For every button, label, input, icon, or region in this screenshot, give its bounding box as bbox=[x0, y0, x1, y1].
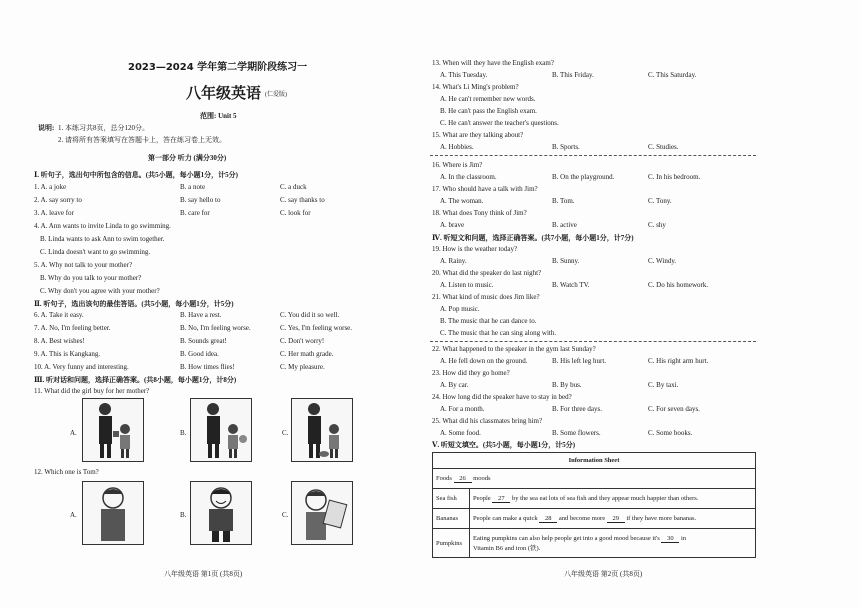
page-1-footer: 八年级英语 第1页 (共8页) bbox=[164, 570, 243, 578]
q17-b: B. Tom. bbox=[552, 197, 575, 205]
q15-b: B. Sports. bbox=[552, 143, 580, 151]
q7-b: B. No, I'm feeling worse. bbox=[180, 324, 251, 332]
q25-c: C. Some books. bbox=[648, 429, 693, 437]
q19-a: A. Rainy. bbox=[440, 257, 467, 265]
table-cell bbox=[433, 469, 756, 489]
q10-b: B. How times flies! bbox=[180, 363, 235, 371]
row-text: by the sea eat lots of sea fish and they appear much happier than others. bbox=[511, 494, 699, 502]
q6-a: 6. A. Take it easy. bbox=[34, 311, 84, 319]
q25-question: 25. What did his classmates bring him? bbox=[432, 417, 543, 425]
q18-question: 18. What does Tony think of Jim? bbox=[432, 209, 527, 217]
q12-label-b: B. bbox=[180, 511, 187, 519]
note-2: 2. 请将所有答案填写在答题卡上，答在练习卷上无效。 bbox=[58, 136, 226, 144]
q18-a: A. brave bbox=[440, 221, 465, 229]
q24-question: 24. How long did the speaker have to stay in bed? bbox=[432, 393, 572, 401]
q24-a: A. For a month. bbox=[440, 405, 485, 413]
q25-b: B. Some flowers. bbox=[552, 429, 601, 437]
section-v-heading: Ⅴ. 听短文填空。(共5小题，每小题1分，计5分) bbox=[432, 441, 576, 449]
q13-c: C. This Saturday. bbox=[648, 71, 697, 79]
q12-question: 12. Which one is Tom? bbox=[34, 468, 99, 476]
q4-c: C. Linda doesn't want to go swimming. bbox=[40, 248, 151, 256]
q22-c: C. His right arm hurt. bbox=[648, 357, 709, 365]
q2-b: B. say hello to bbox=[180, 196, 221, 204]
q7-a: 7. A. No, I'm feeling better. bbox=[34, 324, 111, 332]
q12-picture-b bbox=[190, 481, 252, 545]
row-text: Vitamin B6 and iron (铁). bbox=[473, 544, 541, 552]
q14-b: B. He can't pass the English exam. bbox=[440, 107, 537, 115]
q4-b: B. Linda wants to ask Ann to swim together. bbox=[40, 235, 165, 243]
q13-a: A. This Tuesday. bbox=[440, 71, 488, 79]
edition: (仁爱版) bbox=[265, 92, 287, 98]
row-text: if they have more bananas. bbox=[626, 514, 697, 522]
q11-picture-c bbox=[291, 398, 353, 462]
table-cell bbox=[470, 529, 756, 558]
q12-picture-c bbox=[291, 481, 353, 545]
foods-label: Foods bbox=[436, 474, 452, 482]
q18-b: B. active bbox=[552, 221, 577, 229]
q6-c: C. You did it so well. bbox=[280, 311, 340, 319]
pumpkins-label: Pumpkins bbox=[433, 529, 470, 558]
q16-a: A. In the classroom. bbox=[440, 173, 497, 181]
table-row bbox=[433, 469, 756, 489]
q24-b: B. For three days. bbox=[552, 405, 602, 413]
q6-b: B. Have a rest. bbox=[180, 311, 222, 319]
table-cell bbox=[470, 489, 756, 509]
q11-label-a: A. bbox=[70, 429, 77, 437]
part-1-heading: 第一部分 听力 (满分30分) bbox=[148, 154, 227, 162]
q11-picture-a bbox=[82, 398, 144, 462]
table-cell bbox=[470, 509, 756, 529]
q8-b: B. Sounds great! bbox=[180, 337, 227, 345]
q22-a: A. He fell down on the ground. bbox=[440, 357, 528, 365]
exam-title: 2023—2024 学年第二学期阶段练习一 bbox=[128, 62, 308, 73]
page-1 bbox=[0, 0, 420, 608]
blank-28: 28 bbox=[539, 515, 557, 523]
table-title: Information Sheet bbox=[433, 453, 756, 469]
section-ii-heading: Ⅱ. 听句子，选出该句的最佳答语。(共5小题，每小题1分，计5分) bbox=[34, 300, 234, 308]
q14-question: 14. What's Li Ming's problem? bbox=[432, 83, 519, 91]
q5-c: C. Why don't you agree with your mother? bbox=[40, 287, 160, 295]
q23-a: A. By car. bbox=[440, 381, 469, 389]
divider bbox=[430, 155, 756, 156]
q7-c: C. Yes, I'm feeling worse. bbox=[280, 324, 353, 332]
row-text: and become more bbox=[558, 514, 606, 522]
q14-a: A. He can't remember new words. bbox=[440, 95, 536, 103]
q3-b: B. care for bbox=[180, 209, 210, 217]
q5-b: B. Why do you talk to your mother? bbox=[40, 274, 142, 282]
q25-a: A. Some food. bbox=[440, 429, 481, 437]
q2-a: 2. A. say sorry to bbox=[34, 196, 82, 204]
note-1: 1. 本练习共8页，总分120分。 bbox=[58, 124, 149, 132]
q19-c: C. Windy. bbox=[648, 257, 677, 265]
row-text: People can make a quick bbox=[473, 514, 538, 522]
q11-label-b: B. bbox=[180, 429, 187, 437]
q17-c: C. Tony. bbox=[648, 197, 672, 205]
blank-27: 27 bbox=[492, 495, 510, 503]
q5-a: 5. A. Why not talk to your mother? bbox=[34, 261, 133, 269]
blank-30: 30 bbox=[661, 535, 679, 543]
q24-c: C. For seven days. bbox=[648, 405, 700, 413]
q1-b: B. a note bbox=[180, 183, 206, 191]
q19-b: B. Sunny. bbox=[552, 257, 580, 265]
q20-question: 20. What did the speaker do last night? bbox=[432, 269, 542, 277]
q13-question: 13. When will they have the English exam? bbox=[432, 59, 554, 67]
q23-question: 23. How did they go home? bbox=[432, 369, 510, 377]
q2-c: C. say thanks to bbox=[280, 196, 325, 204]
subject-title: 八年级英语 bbox=[186, 84, 262, 102]
smiling-boy-icon bbox=[191, 482, 251, 544]
q17-question: 17. Who should have a talk with Jim? bbox=[432, 185, 538, 193]
q12-label-c: C. bbox=[282, 511, 289, 519]
woman-and-girl-icon bbox=[292, 399, 352, 461]
q15-a: A. Hobbies. bbox=[440, 143, 474, 151]
q8-c: C. Don't worry! bbox=[280, 337, 325, 345]
q10-a: 10. A. Very funny and interesting. bbox=[34, 363, 129, 371]
boy-with-book-icon bbox=[292, 482, 352, 544]
q11-question: 11. What did the girl buy for her mother? bbox=[34, 387, 150, 395]
table-row bbox=[433, 509, 756, 529]
information-sheet-table bbox=[432, 452, 756, 558]
q14-c: C. He can't answer the teacher's questions. bbox=[440, 119, 559, 127]
q1-c: C. a duck bbox=[280, 183, 307, 191]
q23-b: B. By bus. bbox=[552, 381, 582, 389]
q4-a: 4. A. Ann wants to invite Linda to go swimming. bbox=[34, 222, 171, 230]
blank-26: 26 bbox=[454, 475, 472, 483]
q20-b: B. Watch TV. bbox=[552, 281, 590, 289]
q13-b: B. This Friday. bbox=[552, 71, 594, 79]
blank-29: 29 bbox=[607, 515, 625, 523]
q20-a: A. Listen to music. bbox=[440, 281, 494, 289]
q15-c: C. Studies. bbox=[648, 143, 679, 151]
q10-c: C. My pleasure. bbox=[280, 363, 325, 371]
page-2-footer: 八年级英语 第2页 (共8页) bbox=[564, 570, 643, 578]
q21-a: A. Pop music. bbox=[440, 305, 480, 313]
q15-question: 15. What are they talking about? bbox=[432, 131, 524, 139]
q3-a: 3. A. leave for bbox=[34, 209, 74, 217]
page-2 bbox=[430, 0, 860, 608]
q9-c: C. Her math grade. bbox=[280, 350, 334, 358]
section-i-heading: Ⅰ. 听句子，选出句中所包含的信息。(共5小题，每小题1分，计5分) bbox=[34, 171, 238, 179]
q21-question: 21. What kind of music does Jim like? bbox=[432, 293, 540, 301]
q16-c: C. In his bedroom. bbox=[648, 173, 701, 181]
row-text: People bbox=[473, 494, 491, 502]
woman-and-girl-icon bbox=[83, 399, 143, 461]
q3-c: C. look for bbox=[280, 209, 311, 217]
q23-c: C. By taxi. bbox=[648, 381, 679, 389]
divider bbox=[430, 341, 756, 342]
row-text: in bbox=[681, 534, 687, 542]
q11-label-c: C. bbox=[282, 429, 289, 437]
q20-c: C. Do his homework. bbox=[648, 281, 709, 289]
q18-c: C. shy bbox=[648, 221, 666, 229]
section-iv-heading: Ⅳ. 听短文和问题，选择正确答案。(共7小题，每小题1分，计7分) bbox=[432, 234, 634, 242]
q21-b: B. The music that he can dance to. bbox=[440, 317, 537, 325]
q1-a: 1. A. a joke bbox=[34, 183, 67, 191]
notes-label: 说明: bbox=[38, 124, 55, 132]
q19-question: 19. How is the weather today? bbox=[432, 245, 518, 253]
q16-question: 16. Where is Jim? bbox=[432, 161, 483, 169]
table-row bbox=[433, 489, 756, 509]
q12-picture-a bbox=[82, 481, 144, 545]
q21-c: C. The music that he can sing along with. bbox=[440, 329, 557, 337]
table-row bbox=[433, 529, 756, 558]
woman-and-girl-icon bbox=[191, 399, 251, 461]
q9-b: B. Good idea. bbox=[180, 350, 219, 358]
table-row bbox=[433, 453, 756, 469]
row-text: Eating pumpkins can also help people get into a good mood because it's bbox=[473, 534, 660, 542]
q8-a: 8. A. Best wishes! bbox=[34, 337, 85, 345]
scope: 范围: Unit 5 bbox=[200, 112, 237, 120]
bananas-label: Bananas bbox=[433, 509, 470, 529]
q9-a: 9. A. This is Kangkang. bbox=[34, 350, 101, 358]
q16-b: B. On the playground. bbox=[552, 173, 615, 181]
q11-picture-b bbox=[190, 398, 252, 462]
boy-icon bbox=[83, 482, 143, 544]
foods-text: moods bbox=[473, 474, 491, 482]
q12-label-a: A. bbox=[70, 511, 77, 519]
section-iii-heading: Ⅲ. 听对话和问题，选择正确答案。(共8小题，每小题1分，计8分) bbox=[34, 376, 237, 384]
q17-a: A. The woman. bbox=[440, 197, 484, 205]
q22-question: 22. What happened to the speaker in the gym last Sunday? bbox=[432, 345, 596, 353]
q22-b: B. His left leg hurt. bbox=[552, 357, 607, 365]
sea-fish-label: Sea fish bbox=[433, 489, 470, 509]
